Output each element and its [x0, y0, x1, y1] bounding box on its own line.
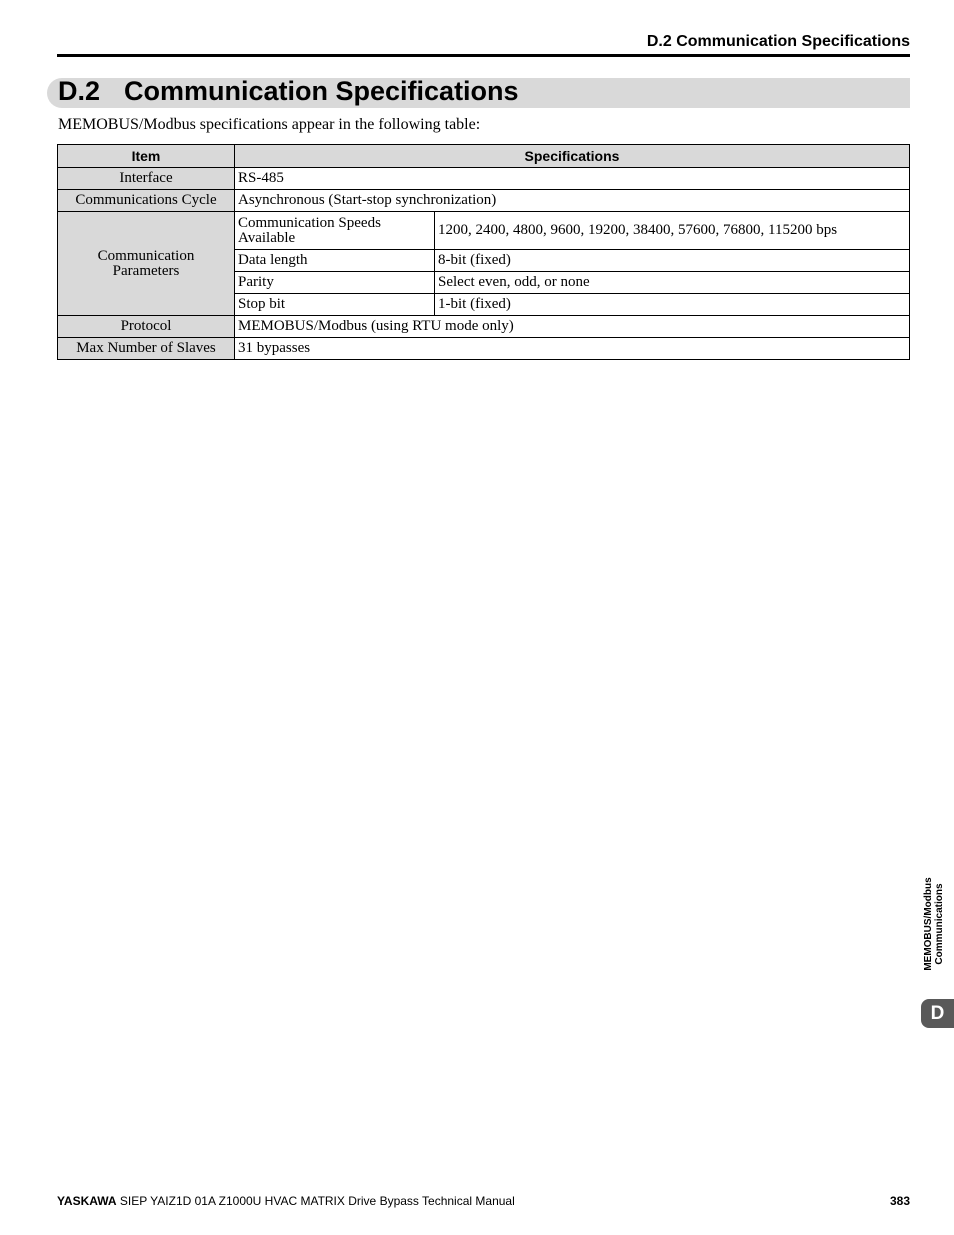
page-number: 383 [889, 1194, 910, 1208]
row-spec: 31 bypasses [235, 338, 910, 360]
header-item: Item [58, 145, 235, 168]
table-row [58, 212, 910, 250]
sub-item-speeds [235, 212, 435, 250]
table-row [58, 338, 910, 360]
row-item-params [58, 212, 235, 316]
footer-brand: YASKAWA [57, 1194, 117, 1208]
speeds-label-line2: Available [238, 229, 296, 246]
speeds-label-line1: Communication Speeds [238, 214, 381, 231]
section-title [58, 76, 519, 107]
row-item: Interface [58, 168, 235, 190]
spec-table [57, 144, 910, 360]
row-spec: MEMOBUS/Modbus (using RTU mode only) [235, 316, 910, 338]
row-item: Max Number of Slaves [58, 338, 235, 360]
sub-item-parity: Parity [235, 272, 435, 294]
table-row [58, 168, 910, 190]
params-line1: Communication [97, 247, 195, 264]
row-item: Protocol [58, 316, 235, 338]
sub-item-stop-bit: Stop bit [235, 294, 435, 316]
side-label-line1: MEMOBUS/Modbus [923, 877, 934, 971]
sub-value-stop-bit: 1-bit (fixed) [435, 294, 910, 316]
section-number: D.2 [58, 76, 101, 106]
intro-text: MEMOBUS/Modbus specifications appear in the following table: [58, 116, 481, 133]
row-spec: Asynchronous (Start-stop synchronization) [235, 190, 910, 212]
sub-item-data-length: Data length [235, 250, 435, 272]
header-specifications: Specifications [235, 145, 910, 168]
footer-doc-title: SIEP YAIZ1D 01A Z1000U HVAC MATRIX Drive Bypass Technical Manual [119, 1194, 515, 1208]
row-item: Communications Cycle [58, 190, 235, 212]
row-spec: RS-485 [235, 168, 910, 190]
table-header-row [58, 145, 910, 168]
sub-value-speeds: 1200, 2400, 4800, 9600, 19200, 38400, 57600, 76800, 115200 bps [435, 212, 910, 250]
chapter-tab: D [921, 999, 954, 1028]
side-chapter-label [923, 864, 945, 984]
table-row [58, 316, 910, 338]
sub-value-data-length: 8-bit (fixed) [435, 250, 910, 272]
running-header: D.2 Communication Specifications [646, 33, 910, 50]
side-label-line2: Communications [934, 883, 945, 965]
footer [57, 1194, 910, 1208]
section-title-text: Communication Specifications [124, 76, 519, 106]
header-rule [57, 54, 910, 57]
table-row [58, 190, 910, 212]
sub-value-parity: Select even, odd, or none [435, 272, 910, 294]
params-line2: Parameters [112, 262, 180, 279]
